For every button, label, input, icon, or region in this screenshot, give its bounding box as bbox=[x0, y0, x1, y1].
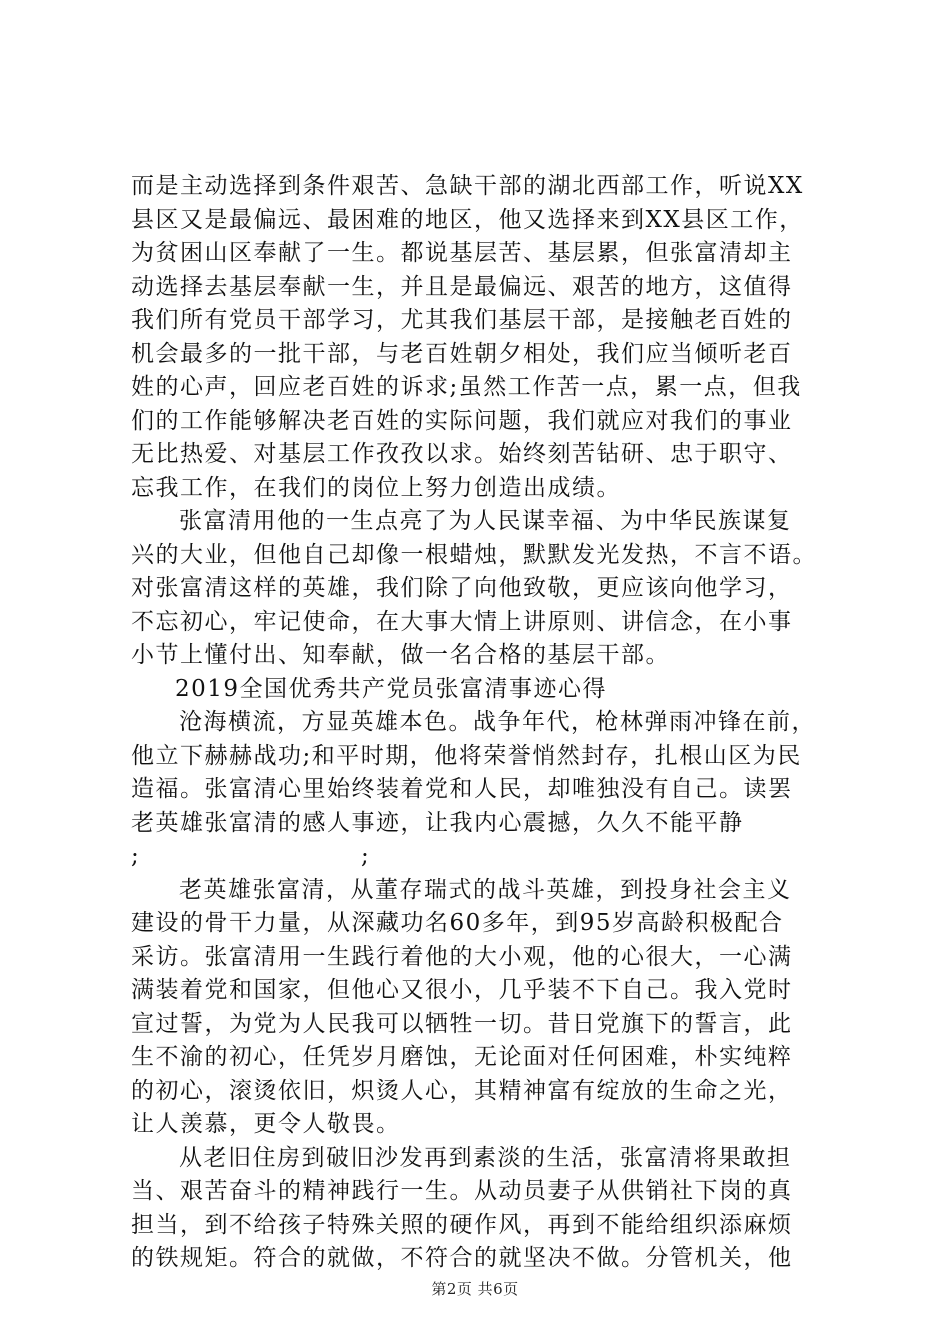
text-line: 对张富清这样的英雄，我们除了向他致敬，更应该向他学习， bbox=[131, 575, 793, 601]
text-line: 为贫困山区奉献了一生。都说基层苦、基层累，但张富清却主 bbox=[131, 240, 793, 266]
paragraph-start-line: 从老旧住房到破旧沙发再到素淡的生活，张富清将果敢担 bbox=[179, 1144, 792, 1171]
document-body bbox=[131, 170, 831, 1276]
text-line: 无比热爱、对基层工作孜孜以求。始终刻苦钻研、忠于职守、 bbox=[131, 441, 793, 467]
text-line: 们的工作能够解决老百姓的实际问题，我们就应对我们的事业 bbox=[131, 407, 793, 434]
text-line: 兴的大业，但他自己却像一根蜡烛，默默发光发热，不言不语。 bbox=[131, 541, 817, 568]
text-line: 让人羡慕，更令人敬畏。 bbox=[131, 1111, 401, 1137]
page-footer: 第2页 共6页 bbox=[431, 1280, 519, 1298]
text-line: 当、艰苦奋斗的精神践行一生。从动员妻子从供销社下岗的真 bbox=[131, 1178, 793, 1204]
text-line: 动选择去基层奉献一生，并且是最偏远、艰苦的地方，这值得 bbox=[131, 273, 793, 300]
semicolon-line bbox=[131, 840, 831, 874]
semicolon-mark: ; bbox=[361, 843, 369, 869]
text-line: 老英雄张富清的感人事迹，让我内心震撼，久久不能平静 bbox=[131, 809, 744, 836]
paragraph-start-line: 张富清用他的一生点亮了为人民谋幸福、为中华民族谋复 bbox=[179, 508, 792, 534]
text-line: 宣过誓，为党为人民我可以牺牲一切。昔日党旗下的誓言，此 bbox=[131, 1010, 793, 1037]
text-line: 机会最多的一批干部，与老百姓朝夕相处，我们应当倾听老百 bbox=[131, 340, 793, 367]
text-line: 而是主动选择到条件艰苦、急缺干部的湖北西部工作，听说XX bbox=[131, 173, 804, 199]
text-line: 不忘初心，牢记使命，在大事大情上讲原则、讲信念，在小事 bbox=[131, 608, 793, 635]
semicolon-mark: ; bbox=[131, 843, 139, 869]
text-line: 的初心，滚烫依旧，炽烫人心，其精神富有绽放的生命之光， bbox=[131, 1077, 793, 1104]
text-line: 我们所有党员干部学习，尤其我们基层干部，是接触老百姓的 bbox=[131, 307, 793, 333]
text-line: 采访。张富清用一生践行着他的大小观，他的心很大，一心满 bbox=[131, 943, 793, 970]
text-line: 造福。张富清心里始终装着党和人民，却唯独没有自己。读罢 bbox=[131, 776, 793, 802]
text-line: 小节上懂付出、知奉献，做一名合格的基层干部。 bbox=[131, 642, 670, 668]
text-line: 生不渝的初心，任凭岁月磨蚀，无论面对任何困难，朴实纯粹 bbox=[131, 1044, 793, 1070]
paragraph-start-line: 老英雄张富清，从董存瑞式的战斗英雄，到投身社会主义 bbox=[179, 876, 792, 903]
text-line: 忘我工作，在我们的岗位上努力创造出成绩。 bbox=[131, 474, 621, 501]
paragraph-start-line: 沧海横流，方显英雄本色。战争年代，枪林弹雨冲锋在前， bbox=[179, 709, 816, 735]
text-line: 他立下赫赫战功;和平时期，他将荣誉悄然封存，扎根山区为民 bbox=[131, 742, 802, 769]
text-line: 担当，到不给孩子特殊关照的硬作风，再到不能给组织添麻烦 bbox=[131, 1211, 793, 1238]
text-line: 姓的心声，回应老百姓的诉求;虽然工作苦一点，累一点，但我 bbox=[131, 374, 802, 400]
text-line: 满装着党和国家，但他心又很小，几乎装不下自己。我入党时 bbox=[131, 977, 793, 1003]
text-line: 建设的骨干力量，从深藏功名60多年，到95岁高龄积极配合 bbox=[131, 910, 784, 936]
text-line: 县区又是最偏远、最困难的地区，他又选择来到XX县区工作， bbox=[131, 206, 804, 233]
section-title: 2019全国优秀共产党员张富清事迹心得 bbox=[175, 675, 608, 702]
text-line: 的铁规矩。符合的就做，不符合的就坚决不做。分管机关，他 bbox=[131, 1245, 793, 1271]
